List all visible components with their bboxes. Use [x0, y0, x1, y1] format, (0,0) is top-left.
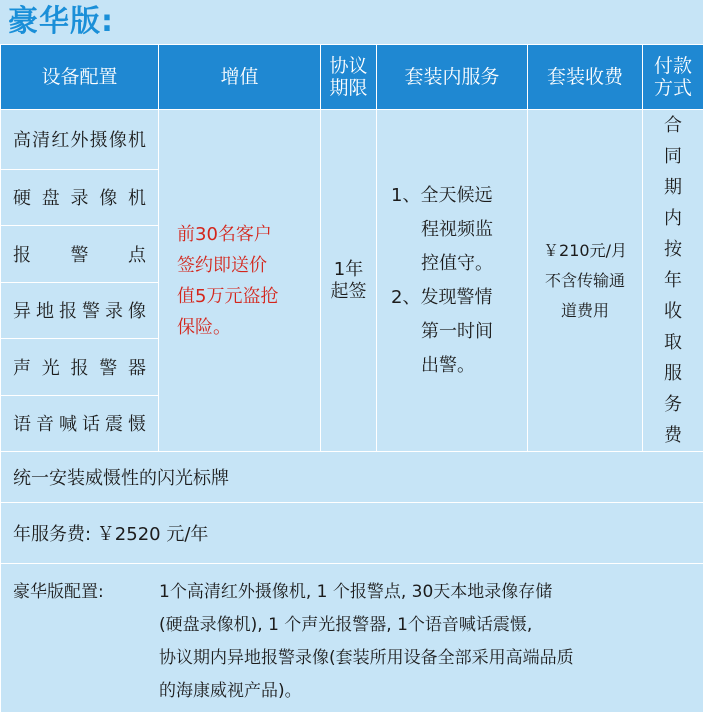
sign-note: 统一安装威慑性的闪光标牌: [1, 452, 703, 503]
service-line: 出警。: [391, 349, 527, 383]
config-line: 1个高清红外摄像机, 1 个报警点, 30天本地录像存储: [159, 576, 687, 609]
value-added-line: 值5万元盗抢: [177, 281, 302, 312]
payment-line: 期内: [657, 172, 689, 234]
header-value-added: 增值: [159, 45, 321, 110]
header-equipment: 设备配置: [1, 45, 159, 110]
payment-line: 合同: [657, 110, 689, 172]
config-label: 豪华版配置:: [13, 576, 159, 609]
header-payment: [643, 45, 703, 110]
payment-cell: [643, 110, 703, 452]
service-cell: [377, 110, 528, 452]
config-row: [1, 564, 703, 713]
header-payment-line: 方式: [654, 77, 692, 99]
fee-line: 道费用: [528, 296, 642, 326]
package-table: [0, 44, 703, 713]
header-term: [321, 45, 377, 110]
value-added-line: 签约即送价: [177, 250, 302, 281]
value-added-line: 前30名客户: [177, 219, 302, 250]
service-line: 控值守。: [391, 247, 527, 281]
header-term-line: 协议: [329, 55, 367, 77]
header-fee: 套装收费: [528, 45, 643, 110]
equipment-item: 高清红外摄像机: [1, 110, 159, 170]
config-line: (硬盘录像机), 1 个声光报警器, 1个语音喊话震慑,: [159, 609, 687, 642]
payment-line: 服务: [657, 358, 689, 420]
config-text: [159, 576, 687, 708]
payment-line: 收取: [657, 296, 689, 358]
page-title: 豪华版:: [8, 0, 114, 44]
equipment-item: 异地报警录像: [1, 282, 159, 338]
config-line: 协议期内异地报警录像(套装所用设备全部采用高端品质: [159, 642, 687, 675]
header-service: 套装内服务: [377, 45, 528, 110]
config-line: 的海康威视产品)。: [159, 675, 687, 708]
term-line: 1年: [321, 259, 376, 281]
payment-line: 费: [657, 420, 689, 451]
payment-line: 按年: [657, 234, 689, 296]
service-line: 2、发现警情: [391, 281, 527, 315]
header-payment-line: 付款: [654, 55, 692, 77]
header-term-line: 期限: [329, 77, 367, 99]
config-cell: [1, 564, 703, 713]
equipment-item: 硬盘录像机: [1, 169, 159, 225]
annual-fee-row: [1, 503, 703, 564]
term-cell: [321, 110, 377, 452]
fee-line: 不含传输通: [528, 266, 642, 296]
table-row: [1, 110, 703, 170]
service-line: 程视频监: [391, 213, 527, 247]
value-added-cell: [159, 110, 321, 452]
equipment-item: 报警点: [1, 226, 159, 282]
fee-cell: [528, 110, 643, 452]
service-line: 1、全天候远: [391, 179, 527, 213]
term-line: 起签: [321, 281, 376, 303]
fee-line: ￥210元/月: [528, 236, 642, 266]
value-added-line: 保险。: [177, 312, 302, 343]
header-row: [1, 45, 703, 110]
sign-row: [1, 452, 703, 503]
equipment-item: 语音喊话震慑: [1, 395, 159, 452]
service-line: 第一时间: [391, 315, 527, 349]
equipment-item: 声光报警器: [1, 339, 159, 395]
annual-fee: 年服务费: ￥2520 元/年: [1, 503, 703, 564]
